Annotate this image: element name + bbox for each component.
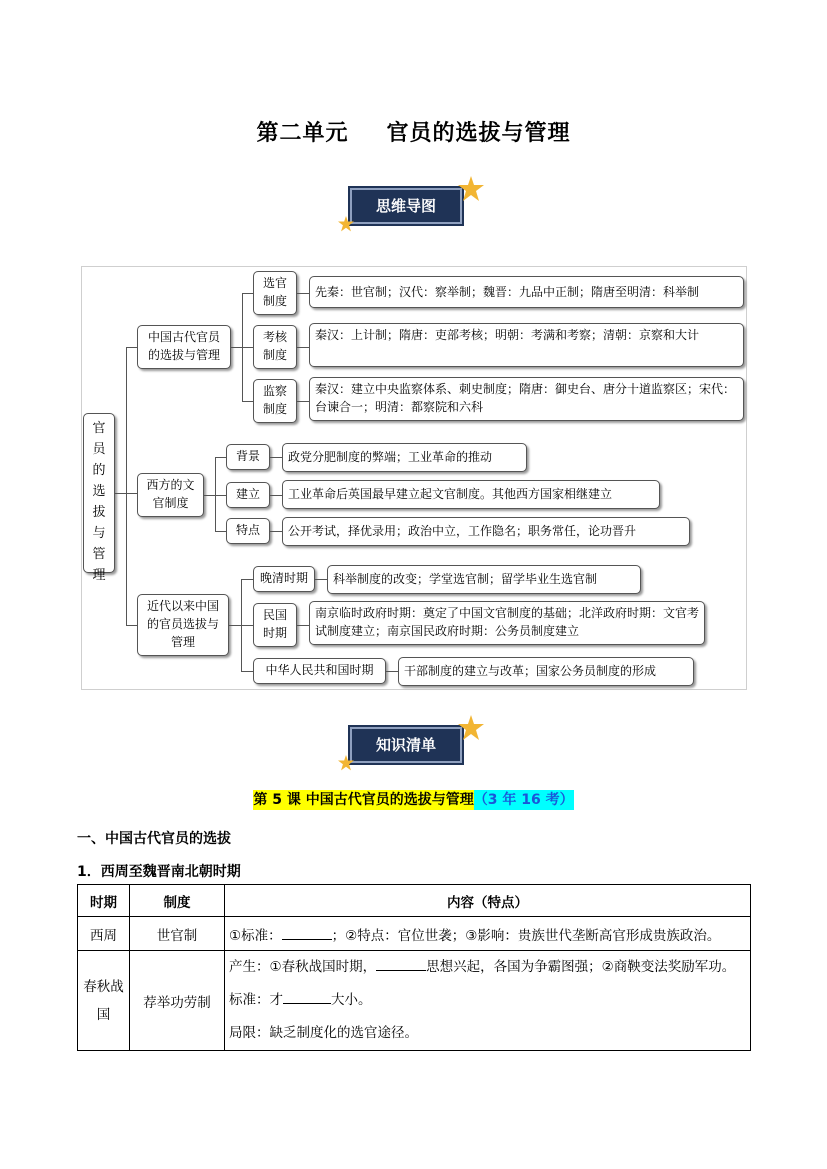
mindmap (81, 266, 747, 690)
period-cell: 西周 (78, 917, 130, 951)
knowledge-badge (346, 721, 472, 765)
node-republic: 民国时期 (253, 603, 297, 647)
content-assessment-system: 秦汉：上计制；隋唐：吏部考核；明朝：考满和考察；清朝：京察和大计 (309, 323, 744, 367)
section-heading: 一、中国古代官员的选拔 (77, 831, 231, 847)
period-cell: 春秋战国 (78, 951, 130, 1051)
node-establishment: 建立 (226, 482, 270, 508)
system-cell: 世官制 (130, 917, 225, 951)
fill-blank[interactable] (282, 926, 332, 940)
content-line: 局限：缺乏制度化的选官途径。 (229, 1025, 418, 1041)
lesson-title: 第 5 课 中国古代官员的选拔与管理（3 年 16 考） (253, 792, 574, 808)
knowledge-badge-label: 知识清单 (350, 727, 462, 763)
star-icon (338, 755, 354, 771)
table-header: 时期 (78, 885, 130, 917)
branch-western-civil-service: 西方的文官制度 (137, 473, 204, 517)
system-cell: 荐举功劳制 (130, 951, 225, 1051)
knowledge-table (77, 884, 751, 1051)
node-prc: 中华人民共和国时期 (253, 658, 386, 684)
table-row (78, 951, 751, 1051)
node-assessment-system: 考核制度 (253, 325, 297, 369)
content-selection-system: 先秦：世官制；汉代：察举制；魏晋：九品中正制；隋唐至明清：科举制 (309, 276, 744, 308)
mindmap-badge-label: 思维导图 (350, 188, 462, 224)
subsection-heading: 1．西周至魏晋南北朝时期 (77, 864, 241, 880)
fill-blank[interactable] (376, 957, 426, 971)
branch-modern-china: 近代以来中国的官员选拔与管理 (137, 594, 229, 656)
node-features: 特点 (226, 518, 270, 544)
star-icon (458, 715, 484, 741)
mindmap-badge (346, 182, 472, 226)
page-title: 第二单元 官员的选拔与管理 (256, 121, 571, 146)
content-background: 政党分肥制度的弊端；工业革命的推动 (282, 443, 527, 472)
content-line: 标准：才 大小。 (229, 992, 372, 1008)
content-cell (225, 951, 751, 1051)
fill-blank[interactable] (283, 990, 331, 1004)
table-header: 制度 (130, 885, 225, 917)
node-supervision-system: 监察制度 (253, 379, 297, 423)
content-establishment: 工业革命后英国最早建立起文官制度。其他西方国家相继建立 (282, 480, 660, 509)
mindmap-root: 官员的选拔与管理 (83, 413, 115, 573)
table-row (78, 917, 751, 951)
content-republic: 南京临时政府时期：奠定了中国文官制度的基础；北洋政府时期：文官考试制度建立；南京国民政府时期：公务员制度建立 (309, 601, 705, 645)
content-late-qing: 科举制度的改变；学堂选官制；留学毕业生选官制 (327, 565, 641, 594)
content-line: 产生：①春秋战国时期， 思想兴起，各国为争霸图强；②商鞅变法奖励军功。 (229, 959, 736, 975)
node-late-qing: 晚清时期 (253, 566, 315, 592)
content-features: 公开考试，择优录用；政治中立，工作隐名；职务常任，论功晋升 (282, 517, 690, 546)
star-icon (458, 176, 484, 202)
content-supervision-system: 秦汉：建立中央监察体系、刺史制度；隋唐：御史台、唐分十道监察区；宋代：台谏合一；明清：都察院和六科 (309, 377, 744, 421)
node-selection-system: 选官制度 (253, 271, 297, 315)
content-cell: ①标准： ；②特点：官位世袭；③影响：贵族世代垄断高官形成贵族政治。 (225, 917, 751, 951)
star-icon (338, 216, 354, 232)
exam-stat: （3 年 16 考） (473, 792, 574, 808)
branch-ancient-china: 中国古代官员的选拔与管理 (137, 325, 231, 369)
table-header: 内容（特点） (225, 885, 751, 917)
node-background: 背景 (226, 444, 270, 470)
content-prc: 干部制度的建立与改革；国家公务员制度的形成 (398, 657, 694, 686)
